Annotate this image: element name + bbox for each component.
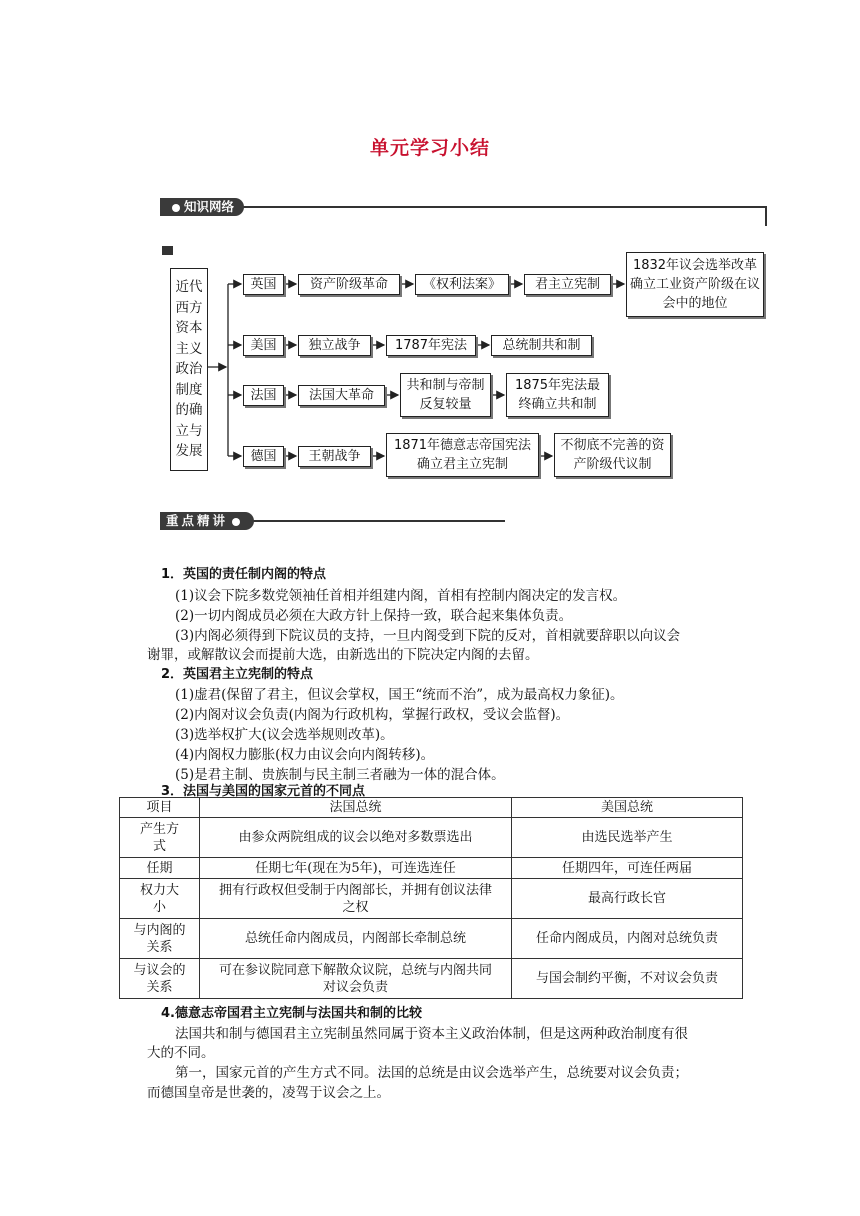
page-title: 单元学习小结	[369, 137, 490, 159]
table-cell: 最高行政长官	[512, 879, 743, 919]
table-cell: 拥有行政权但受制于内阁部长，并拥有创议法律之权	[200, 879, 512, 919]
comparison-table	[119, 797, 743, 999]
table-row	[120, 858, 743, 879]
text-line: (2)内阁对议会负责(内阁为行政机构，掌握行政权，受议会监督)。	[175, 707, 570, 723]
table-header-row	[120, 798, 743, 818]
heading-point4: 4.德意志帝国君主立宪制与法国共和制的比较	[161, 1006, 422, 1021]
table-cell: 可在参议院同意下解散众议院，总统与内阁共同对议会负责	[200, 959, 512, 999]
section-label: 知识网络	[184, 199, 235, 214]
text-line: 谢罪，或解散议会而提前大选，由新选出的下院决定内阁的去留。	[147, 647, 539, 663]
table-cell: 与内阁的关系	[120, 919, 200, 959]
text-line: 而德国皇帝是世袭的，凌驾于议会之上。	[147, 1085, 390, 1101]
table-cell: 任期七年(现在为5年)，可连选连任	[200, 858, 512, 879]
step-box: 1871年德意志帝国宪法确立君主立宪制	[386, 433, 539, 477]
heading-point3: 3．法国与美国的国家元首的不同点	[161, 784, 366, 799]
diagram-root-label: 近代西方资本主义政治制度的确立与发展	[175, 279, 203, 460]
step-box: 总统制共和制	[491, 335, 592, 356]
table-cell: 权力大小	[120, 879, 200, 919]
heading-point1: 1．英国的责任制内阁的特点	[161, 567, 327, 582]
table-cell: 产生方式	[120, 818, 200, 858]
text-line: 大的不同。	[147, 1045, 215, 1061]
country-box-fr: 法国	[243, 385, 284, 406]
table-row	[120, 818, 743, 858]
text-line: (1)议会下院多数党领袖任首相并组建内阁，首相有控制内阁决定的发言权。	[175, 588, 627, 604]
step-box: 法国大革命	[298, 385, 385, 406]
diagram-root-box	[170, 268, 208, 471]
country-box-uk: 英国	[243, 274, 284, 295]
table-row	[120, 959, 743, 999]
table-cell: 由参众两院组成的议会以绝对多数票选出	[200, 818, 512, 858]
table-cell: 与议会的关系	[120, 959, 200, 999]
table-cell: 总统任命内阁成员，内阁部长牵制总统	[200, 919, 512, 959]
step-box: 资产阶级革命	[298, 274, 400, 295]
table-row	[120, 879, 743, 919]
text-line: 法国共和制与德国君主立宪制虽然同属于资本主义政治体制，但是这两种政治制度有很	[175, 1026, 688, 1042]
table-cell: 任期四年，可连任两届	[512, 858, 743, 879]
text-line: (4)内阁权力膨胀(权力由议会向内阁转移)。	[175, 747, 435, 763]
table-cell: 任命内阁成员，内阁对总统负责	[512, 919, 743, 959]
text-line: (3)选举权扩大(议会选举规则改革)。	[175, 727, 394, 743]
step-box: 君主立宪制	[524, 274, 611, 295]
step-box: 1787年宪法	[386, 335, 476, 356]
table-cell: 任期	[120, 858, 200, 879]
country-box-de: 德国	[243, 446, 284, 467]
step-box: 独立战争	[298, 335, 371, 356]
table-cell: 由选民选举产生	[512, 818, 743, 858]
table-row	[120, 919, 743, 959]
step-box: 《权利法案》	[415, 274, 509, 295]
country-box-us: 美国	[243, 335, 284, 356]
heading-point2: 2．英国君主立宪制的特点	[161, 667, 314, 682]
text-line: (1)虚君(保留了君主，但议会掌权，国王“统而不治”，成为最高权力象征)。	[175, 687, 624, 703]
table-header-cell: 美国总统	[512, 798, 743, 818]
section-label: 重点精讲	[166, 513, 229, 528]
section-key-points-tab	[160, 512, 254, 530]
table-cell: 与国会制约平衡，不对议会负责	[512, 959, 743, 999]
text-line: (2)一切内阁成员必须在大政方针上保持一致，联合起来集体负责。	[175, 608, 573, 624]
step-box: 王朝战争	[298, 446, 371, 467]
table-header-cell: 法国总统	[200, 798, 512, 818]
step-box: 1832年议会选举改革确立工业资产阶级在议会中的地位	[626, 252, 764, 317]
step-box: 1875年宪法最终确立共和制	[506, 373, 609, 417]
text-line: (5)是君主制、贵族制与民主制三者融为一体的混合体。	[175, 767, 505, 783]
text-line: (3)内阁必须得到下院议员的支持，一旦内阁受到下院的反对，首相就要辞职以向议会	[175, 628, 681, 644]
text-line: 第一，国家元首的产生方式不同。法国的总统是由议会选举产生，总统要对议会负责；	[175, 1065, 688, 1081]
step-box: 不彻底不完善的资产阶级代议制	[554, 433, 671, 477]
bullet-dot-icon	[232, 518, 240, 526]
step-box: 共和制与帝制反复较量	[400, 373, 491, 417]
table-header-cell: 项目	[120, 798, 200, 818]
